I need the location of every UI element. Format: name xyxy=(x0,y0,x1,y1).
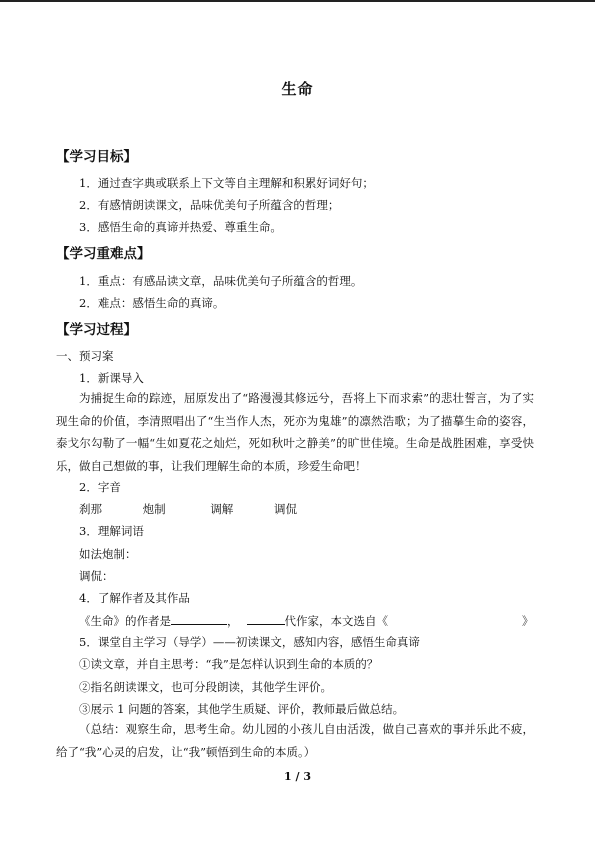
pinyin-word: 刹那 xyxy=(79,502,102,516)
step4-label: 4．了解作者及其作品 xyxy=(79,591,190,605)
process-heading: 【学习过程】 xyxy=(56,322,137,338)
step5-label: 5．课堂自主学习（导学）——初读课文，感知内容，感悟生命真谛 xyxy=(79,635,420,649)
summary-paragraph: （总结：观察生命，思考生命。幼儿园的小孩儿自由活泼，做自己喜欢的事并乐此不疲，给了“我”心灵的启发，让“我”顿悟到生命的本质。） xyxy=(56,722,534,759)
part1-label: 一、预习案 xyxy=(56,349,114,363)
step2-label: 2．字音 xyxy=(79,480,121,494)
pinyin-word: 调侃 xyxy=(273,502,297,516)
era-blank[interactable] xyxy=(247,612,285,625)
page-number: 1 / 3 xyxy=(284,770,311,783)
author-text-a: 《生命》的作者是 xyxy=(79,614,171,628)
task-1: ①读文章，并自主思考：“我”是怎样认识到生命的本质的？ xyxy=(79,657,379,671)
step1-label: 1．新课导入 xyxy=(79,371,144,385)
task-2: ②指名朗读课文，也可分段朗读，其他学生评价。 xyxy=(79,680,332,694)
key-point-2: 2．难点：感悟生命的真谛。 xyxy=(79,296,225,310)
author-text-b: ， xyxy=(227,614,239,628)
intro-paragraph: 为捕捉生命的踪迹，屈原发出了“路漫漫其修远兮，吾将上下而求索”的悲壮誓言，为了实现生命的价值，李清照唱出了“生当作人杰，死亦为鬼雄”的凛然浩歌；为了描摹生命的姿容，泰戈尔勾勒了一幅“生如夏花之灿烂，死如秋叶之静美”的旷世佳境。生命是战胜困难，享受快乐，做自己想做的事，让我们理解生命的本质，珍爱生命吧！ xyxy=(56,391,534,473)
key-point-1: 1．重点：有感品读文章，品味优美句子所蕴含的哲理。 xyxy=(79,274,363,288)
pinyin-words-row xyxy=(79,501,297,517)
goals-heading: 【学习目标】 xyxy=(56,149,137,165)
word-item-2: 调侃： xyxy=(79,569,114,583)
author-text-c: 代作家，本文选自《 xyxy=(284,614,388,628)
task-3: ③展示 1 问题的答案，其他学生质疑、评价，教师最后做总结。 xyxy=(79,702,405,716)
author-text-d: 》 xyxy=(522,614,534,628)
goal-item-1: 1．通过查字典或联系上下文等自主理解和积累好词好句； xyxy=(79,176,374,190)
page-title: 生命 xyxy=(281,80,314,98)
word-item-1: 如法炮制： xyxy=(79,547,137,561)
goal-item-3: 3．感悟生命的真谛并热爱、尊重生命。 xyxy=(79,220,282,234)
author-question xyxy=(79,612,534,629)
pinyin-word: 炮制 xyxy=(142,502,166,516)
author-blank[interactable] xyxy=(171,612,227,625)
step3-label: 3．理解词语 xyxy=(79,524,144,538)
key-points-heading: 【学习重难点】 xyxy=(56,246,151,262)
pinyin-word: 调解 xyxy=(210,502,234,516)
goal-item-2: 2．有感情朗读课文，品味优美句子所蕴含的哲理； xyxy=(79,198,340,212)
